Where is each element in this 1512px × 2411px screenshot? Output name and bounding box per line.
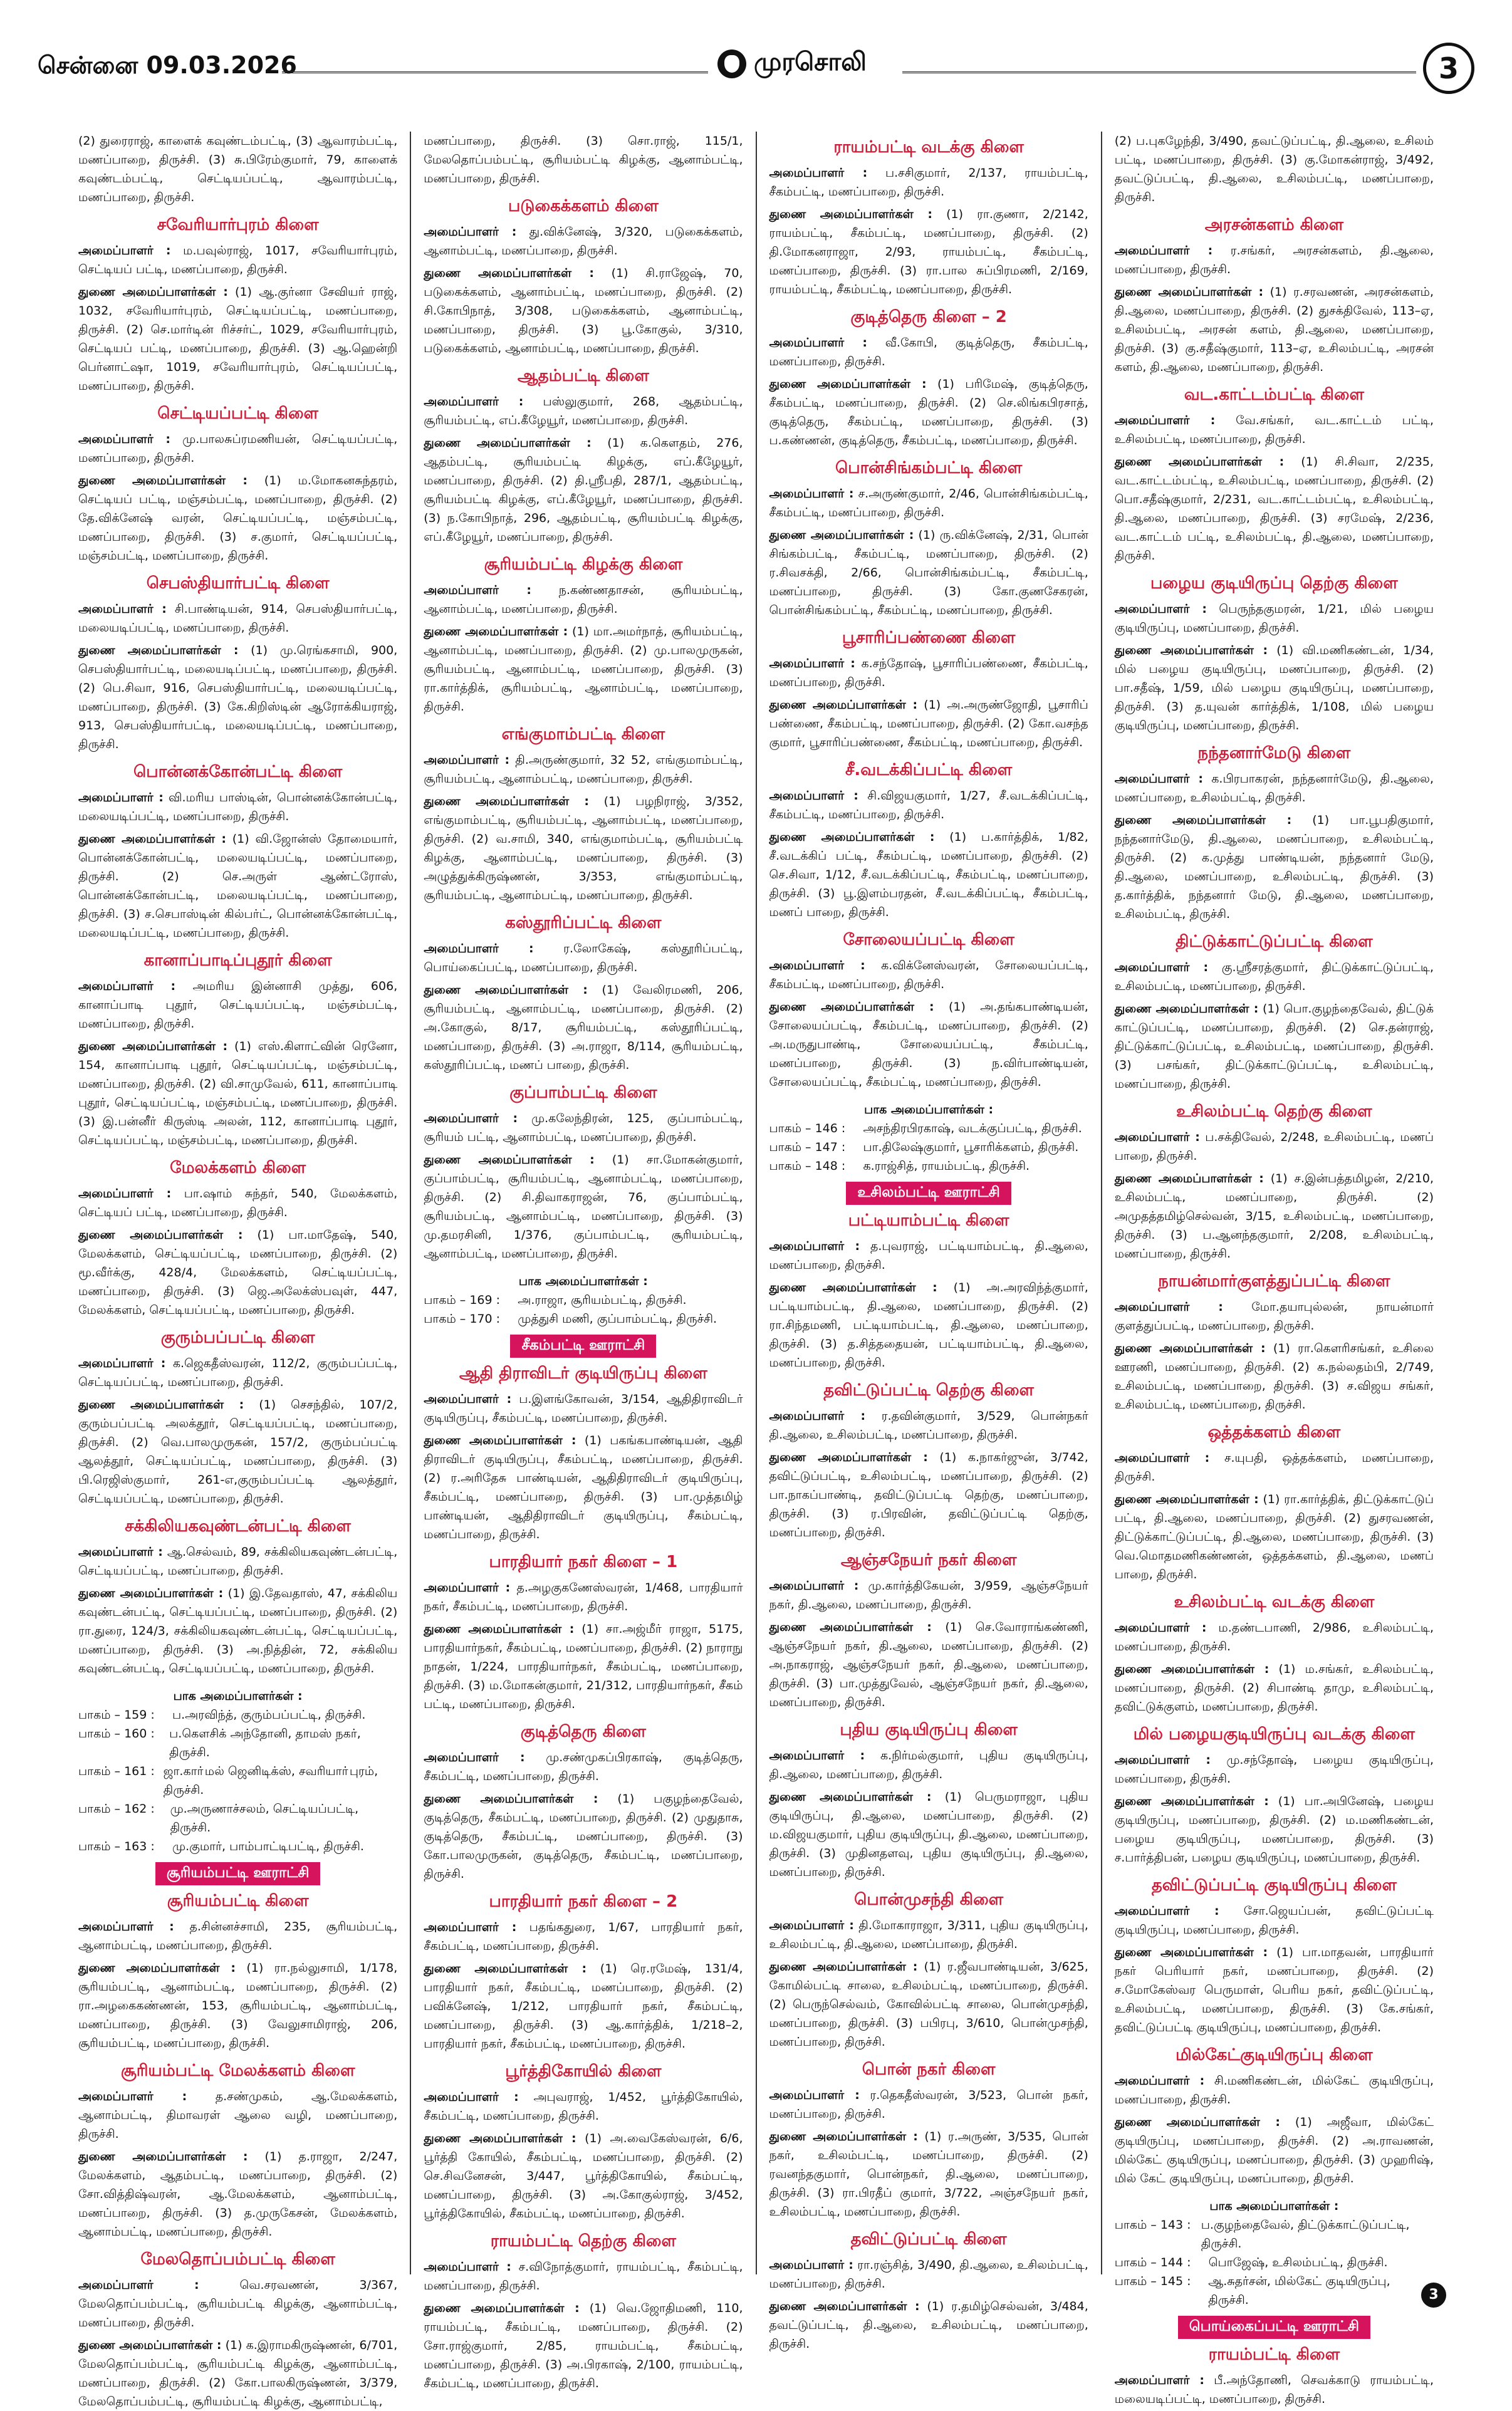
booth-row [424,1310,743,1328]
branch-title: சீ.வடக்கிப்பட்டி கிளை [845,761,1013,779]
branch-paragraph: துணை அமைப்பாளர்கள் : (1) அ.தங்கபாண்டியன், சோலையப்பட்டி, சீகம்பட்டி, மணப்பாறை, திருச்சி. (2) அ.மருதுபாண்டி, சோலையப்பட்டி, சீகம்பட்டி, மணப்பாறை, திருச்சி. (3) ந.விர்பாண்டியன், சோலையப்பட்டி, சீகம்பட்டி, மணப்பாறை, திருச்சி. [769,1000,1088,1089]
branch-title: ராயம்பட்டி கிளை [1208,2345,1340,2364]
branch-title: பொன் நகர் கிளை [862,2060,996,2079]
branch-paragraph: அமைப்பாளர் : பஸ்லுகுமார், 268, ஆதம்பட்டி, சூரியம்பட்டி, எப்.கீழேயூர், மணப்பாறை, திருச்சி. [424,395,743,427]
branch-paragraph: துணை அமைப்பாளர்கள் : (1) ம.மோகனசுந்தரம், செட்டியப் பட்டி, மஞ்சம்பட்டி, மணப்பாறை, திருச்சி. (2) தே.விக்னேஷ் வரன், செட்டியப்பட்டி, மஞ்சம்பட்டி, மணப்பாறை, திருச்சி. (3) ச.குமார், செட்டியப்பட்டி, மஞ்சம்பட்டி, மணப்பாறை, திருச்சி. [78,474,398,563]
branch-paragraph: துணை அமைப்பாளர்கள் : (1) சா.மோகன்குமார், குப்பாம்பட்டி, சூரியம்பட்டி, ஆனாம்பட்டி, மணப்பாறை, திருச்சி. (2) சி.திவாகராஜன், 76, குப்பாம்பட்டி, சூரியம்பட்டி, ஆனாம்பட்டி, மணப்பாறை, திருச்சி. (3) மு.தமரசினி, 1/376, குப்பாம்பட்டி, சூரியம்பட்டி, ஆனாம்பட்டி, மணப்பாறை, திருச்சி. [424,1153,743,1261]
branch-section [78,1328,397,1508]
branch-title: தவிட்டுப்பட்டி குடியிருப்பு கிளை [1151,1876,1397,1895]
booth-number: பாகம் – 163 : [78,1840,155,1853]
branch-paragraph: துணை அமைப்பாளர்கள் : (1) க.இராமகிருஷ்ணன், 6/701, மேலதொப்பம்பட்டி, சூரியம்பட்டி கிழக்கு, ஆனாம்பட்டி, மணப்பாறை, திருச்சி. (2) கோ.பாலகிருஷ்ணன், 3/379, மேலதொப்பம்பட்டி, சூரியம்பட்டி கிழக்கு, ஆனாம்பட்டி, [78,2338,398,2408]
booth-organizer: அ.ராஜா, சூரியம்பட்டி, திருச்சி. [518,1293,687,1307]
branch-title: எங்குமாம்பட்டி கிளை [501,725,665,744]
branch-section [1115,1725,1434,1867]
branch-section [1115,932,1434,1093]
branch-section [1115,216,1434,377]
branch-paragraph: அமைப்பாளர் : ப.இளங்கோவன், 3/154, ஆதிதிராவிடர் குடியிருப்பு, சீகம்பட்டி, மணப்பாறை, திருச்சி. [424,1392,743,1425]
booth-row [78,1762,397,1799]
branch-paragraph: துணை அமைப்பாளர்கள் : (1) மா.அமர்நாத், சூரியம்பட்டி, ஆனாம்பட்டி, மணப்பாறை, திருச்சி. (2) மு.பாலமுருகன், சூரியம்பட்டி, ஆனாம்பட்டி, மணப்பாறை, திருச்சி. (3) ரா.கார்த்திக், சூரியம்பட்டி, ஆனாம்பட்டி, மணப்பாறை, திருச்சி. [424,625,743,714]
branch-paragraph: துணை அமைப்பாளர்கள் : (1) ரெ.ரமேஷ், 131/4, பாரதியார் நகர், சீகம்பட்டி, மணப்பாறை, திருச்சி. (2) பவிக்னேஷ், 1/212, பாரதியார் நகர், சீகம்பட்டி, மணப்பாறை, திருச்சி. (3) ஆ.கார்த்திக், 1/218–2, பாரதியார் நகர், சீகம்பட்டி, மணப்பாறை, திருச்சி. [424,1962,743,2051]
branch-title: நந்தனார்மேடு கிளை [1197,744,1351,763]
booth-organizer: மு.அருணாச்சலம், செட்டியப்பட்டி, திருச்சி. [170,1802,359,1835]
branch-section [769,138,1088,299]
branch-paragraph: அமைப்பாளர் : ச.விநோத்குமார், ராயம்பட்டி, சீகம்பட்டி, மணப்பாறை, திருச்சி. [424,2260,743,2293]
branch-section [769,459,1088,620]
branch-section [424,725,743,905]
booth-row [769,1157,1088,1175]
branch-paragraph: அமைப்பாளர் : வே.சங்கர், வட.காட்டம் பட்டி, உசிலம்பட்டி, மணப்பாறை, திருச்சி. [1114,414,1434,446]
branch-paragraph: அமைப்பாளர் : ம.தண்டபாணி, 2/986, உசிலம்பட்டி, மணப்பாறை, திருச்சி. [1114,1621,1434,1653]
branch-section [1115,1423,1434,1584]
branch-paragraph: துணை அமைப்பாளர்கள் : (1) பா.மாதவன், பாரதியார் நகர் பெரியார் நகர், மணப்பாறை, திருச்சி. (2) ச.மோகேஸ்வர பெருமாள், பெரிய நகர், தவிட்டுப்பட்டி, உசிலம்பட்டி, மணப்பாறை, திருச்சி. (3) கே.சங்கர், தவிட்டுப்பட்டி குடியிருப்பு, மணப்பாறை, திருச்சி. [1114,1945,1434,2034]
branch-paragraph: அமைப்பாளர் : த.சின்னச்சாமி, 235, சூரியம்பட்டி, ஆனாம்பட்டி, மணப்பாறை, திருச்சி. [78,1920,398,1952]
branch-paragraph: அமைப்பாளர் : மு.பாலசுப்ரமணியன், செட்டியப்பட்டி, மணப்பாறை, திருச்சி. [78,432,398,465]
branch-paragraph: அமைப்பாளர் : ர.தவின்குமார், 3/529, பொன்நகர் தி.ஆலை, உசிலம்பட்டி, மணப்பாறை, திருச்சி. [769,1409,1088,1442]
branch-title: அரசன்களம் கிளை [1204,216,1344,234]
branch-title: சக்கிலியகவுண்டன்பட்டி கிளை [125,1517,351,1536]
booth-row [769,1119,1088,1138]
branch-paragraph: அமைப்பாளர் : மு.சண்முகப்பிரகாஷ், குடித்தெரு, சீகம்பட்டி, மணப்பாறை, திருச்சி. [424,1751,743,1783]
booth-organizer: ப.கௌசிக் அந்தோனி, தாமஸ் நகர், திருச்சி. [169,1727,361,1759]
branch-paragraph: அமைப்பாளர் : அமரிய இன்னாசி முத்து, 606, கானாப்பாடி புதூர், செட்டியப்பட்டி, மஞ்சம்பட்டி, மணப்பாறை, திருச்சி. [78,979,398,1031]
branch-section [1115,385,1434,565]
panchayat-banner: சூரியம்பட்டி ஊராட்சி [155,1862,321,1885]
branch-section [1115,2345,1434,2408]
booth-number: பாகம் – 159 : [78,1708,155,1722]
branch-title: தவிட்டுப்பட்டி தெற்கு கிளை [823,1381,1035,1400]
branch-section [78,574,397,754]
branch-paragraph: துணை அமைப்பாளர்கள் : (1) அ.அரவிந்த்குமார், பட்டியாம்பட்டி, தி.ஆலை, மணப்பாறை, திருச்சி. (2) ரா.சிந்தமணி, பட்டியாம்பட்டி, தி.ஆலை, மணப்பாறை, திருச்சி. (3) த.சித்ததையன், பட்டியாம்பட்டி, தி.ஆலை, மணப்பாறை, திருச்சி. [769,1281,1088,1370]
branch-paragraph: துணை அமைப்பாளர்கள் : (1) ம.சங்கர், உசிலம்பட்டி, மணப்பாறை, திருச்சி. (2) சிபாண்டி தாமு, உசிலம்பட்டி, தவிட்டுக்குளம், மணப்பாறை, திருச்சி. [1114,1662,1434,1714]
branch-paragraph: துணை அமைப்பாளர்கள் : (1) அ.அருண்ஜோதி, பூசாரிப் பண்ணை, சீகம்பட்டி, மணப்பாறை, திருச்சி. (2) கோ.வசந்த குமார், பூசாரிப்பண்ணை, சீகம்பட்டி, மணப்பாறை, திருச்சி. [769,698,1088,749]
booth-list-heading: பாக அமைப்பாளர்கள் : [1209,2199,1339,2213]
branch-title: குடித்தெரு கிளை – 2 [850,308,1007,326]
branch-section [78,2061,397,2241]
paper-title: முரசொலி [754,48,867,76]
booth-organizer: பா.திலேஷ்குமார், பூசாரிக்களம், திருச்சி. [863,1140,1079,1154]
branch-title: ஒத்தக்களம் கிளை [1207,1423,1341,1442]
branch-title: குப்பாம்பட்டி கிளை [509,1083,657,1102]
branch-section [1115,132,1434,207]
paper-name [717,48,867,80]
branch-title: வட.காட்டம்பட்டி கிளை [1184,385,1364,404]
branch-paragraph: துணை அமைப்பாளர்கள் : (1) வி.ஜோன்ஸ் தோமையார், பொன்னக்கோன்பட்டி, மலையடிப்பட்டி, மணப்பாறை, திருச்சி. (2) செ.அருள் ஆண்ட்ரோஸ், பொன்னக்கோன்பட்டி, மலையடிப்பட்டி, மணப்பாறை, திருச்சி. (3) ச.செபாஸ்டின் கில்பர்ட், பொன்னக்கோன்பட்டி, மலையடிப்பட்டி, மணப்பாறை, திருச்சி. [78,832,398,940]
branch-paragraph: துணை அமைப்பாளர்கள் : (1) ப.கார்த்திக், 1/82, சீ.வடக்கிப் பட்டி, சீகம்பட்டி, மணப்பாறை, திருச்சி. (2) செ.சிவா, 1/12, சீ.வடக்கிப்பட்டி, சீகம்பட்டி, மணப்பாறை, திருச்சி. (3) பூ.இளம்பரதன், சீ.வடக்கிப்பட்டி, சீகம்பட்டி, மணப் பாறை, திருச்சி. [769,830,1088,919]
branch-paragraph: துணை அமைப்பாளர்கள் : (1) சி.சிவா, 2/235, வட.காட்டம்பட்டி, உசிலம்பட்டி, மணப்பாறை, திருச்சி. (2) பொ.சதீஷ்குமார், 2/231, வட.காட்டம்பட்டி, உசிலம்பட்டி, தி.ஆலை, மணப்பாறை, திருச்சி. (3) சரமேஷ், 2/236, வட.காட்டம் பட்டி, உசிலம்பட்டி, தி.ஆலை, மணப்பாறை, திருச்சி. [1114,455,1434,563]
branch-title: குடித்தெரு கிளை [520,1722,647,1741]
branch-title: செட்டியப்பட்டி கிளை [157,404,319,423]
branch-paragraph: துணை அமைப்பாளர்கள் : (1) பா.மாதேஷ், 540, மேலக்களம், செட்டியப்பட்டி, மணப்பாறை, திருச்சி. (2) மூ.வீர்க்கு, 428/4, மேலக்களம், செட்டியப்பட்டி, மணப்பாறை, திருச்சி. (3) ஜெ.அலேக்ஸ்பவுள், 447, மேலக்களம், செட்டியப்பட்டி, மணப்பாறை, திருச்சி. [78,1228,398,1317]
branch-paragraph: அமைப்பாளர் : பீ.அந்தோணி, செவக்காடு ராயம்பட்டி, மலையடிப்பட்டி, மணப்பாறை, திருச்சி. [1114,2373,1434,2406]
booth-row [1115,2253,1434,2272]
branch-paragraph: துணை அமைப்பாளர்கள் : (1) இ.தேவதாஸ், 47, சக்கிலிய கவுண்டன்பட்டி, செட்டியப்பட்டி, மணப்பாறை, திருச்சி. (2) ரா.துரை, 124/3, சக்கிலியகவுண்டன்பட்டி, செட்டியப்பட்டி, மணப்பாறை, திருச்சி. (3) அ.நித்தின், 72, சக்கிலிய கவுண்டன்பட்டி, செட்டியப்பட்டி, மணப்பாறை, திருச்சி. [78,1586,398,1675]
branch-paragraph: துணை அமைப்பாளர்கள் : (1) பா.பூபதிகுமார், நந்தனார்மேடு, தி.ஆலை, மணப்பாறை, உசிலம்பட்டி, திருச்சி. (2) க.முத்து பாண்டியன், நந்தனார் மேடு, தி.ஆலை, மணப்பாறை, உசிலம்பட்டி, திருச்சி. (3) த.கார்த்திக், நந்தனார் மேடு, தி.ஆலை, மணப்பாறை, உசிலம்பட்டி, திருச்சி. [1114,813,1434,921]
booth-organizer: முத்துசி மணி, குப்பாம்பட்டி, திருச்சி. [518,1312,717,1326]
booth-number: பாகம் – 161 : [78,1764,155,1778]
booth-organizer: க.ராஜ்சித், ராயம்பட்டி, திருச்சி. [863,1159,1030,1173]
branch-section [78,951,397,1150]
booth-row [769,1138,1088,1157]
booth-list-heading: பாக அமைப்பாளர்கள் : [518,1274,648,1288]
branch-title: பாரதியார் நகர் கிளை – 2 [489,1892,678,1911]
branch-section [78,1892,397,2053]
column-3 [757,132,1102,2351]
branch-title: சூரியம்பட்டி கிழக்கு கிளை [484,555,683,574]
branch-section [424,1892,743,2053]
branch-paragraph: அமைப்பாளர் : பா.ஷாம் சுந்தர், 540, மேலக்களம், செட்டியப் பட்டி, மணப்பாறை, திருச்சி. [78,1187,398,1219]
booth-organizer: அசந்திரபிரகாஷ், வடக்குப்பட்டி, திருச்சி. [863,1122,1082,1135]
branch-section [78,216,397,395]
branch-paragraph: துணை அமைப்பாளர்கள் : (1) ர.அருண், 3/535, பொன் நகர், உசிலம்பட்டி, மணப்பாறை, திருச்சி. (2) ரவனந்தகுமார், பொன்நகர், தி.ஆலை, மணப்பாறை, திருச்சி. (3) ரா.பிரதீப் குமார், 3/722, அஞ்சநேயர் நகர், உசிலம்பட்டி, மணப்பாறை, திருச்சி. [769,2130,1088,2219]
branch-paragraph: துணை அமைப்பாளர்கள் : (1) செ.வோராங்கண்ணி, ஆஞ்சநேயர் நகர், தி.ஆலை, மணப்பாறை, திருச்சி. (2) அ.நாகராஜ், ஆஞ்சநேயர் நகர், தி.ஆலை, மணப்பாறை, திருச்சி. (3) பா.முத்துவேல், ஆஞ்சநேயர் நகர், தி.ஆலை, மணப்பாறை, திருச்சி. [769,1620,1088,1709]
branch-paragraph: துணை அமைப்பாளர்கள் : (1) க.நாகர்ஜுன், 3/742, தவிட்டுப்பட்டி, உசிலம்பட்டி, மணப்பாறை, திருச்சி. (2) பா.நாகப்பாண்டி, தவிட்டுப்பட்டி தெற்கு, மணப்பாறை, திருச்சி. (3) ர.பிரவின், தவிட்டுப்பட்டி தெற்கு, மணப்பாறை, திருச்சி. [769,1450,1088,1539]
branch-title: ஆதம்பட்டி கிளை [517,367,649,385]
branch-title: சூரியம்பட்டி மேலக்களம் கிளை [120,2061,355,2080]
booth-organizer: ப.குழந்தைவேல், திட்டுக்காட்டுப்பட்டி, திருச்சி. [1201,2218,1410,2251]
branch-paragraph: அமைப்பாளர் : மோ.தயாபுல்லன், நாயன்மார் குளத்துப்பட்டி, மணப்பாறை, திருச்சி. [1114,1300,1434,1333]
branch-paragraph: அமைப்பாளர் : து.விக்னேஷ், 3/320, படுகைக்களம், ஆனாம்பட்டி, மணப்பாறை, திருச்சி. [424,225,743,258]
branch-paragraph: அமைப்பாளர் : ப.சசிகுமார், 2/137, ராயம்பட்டி, சீகம்பட்டி, மணப்பாறை, திருச்சி. [769,166,1088,199]
branch-title: பழைய குடியிருப்பு தெற்கு கிளை [1150,574,1398,593]
branch-section [424,367,743,546]
branch-title: மேலக்களம் கிளை [170,1159,306,1177]
branch-paragraph: அமைப்பாளர் : ரா.ரஞ்சித், 3/490, தி.ஆலை, உசிலம்பட்டி, மணப்பாறை, திருச்சி. [769,2258,1088,2291]
branch-paragraph: மணப்பாறை, திருச்சி. (3) சொ.ராஜ், 115/1, மேலதொப்பம்பட்டி, சூரியம்பட்டி கிழக்கு, ஆனாம்பட்டி, மணப்பாறை, திருச்சி. [424,134,743,185]
branch-paragraph: துணை அமைப்பாளர்கள் : (1) பெருமராஜா, புதிய குடியிருப்பு, தி.ஆலை, மணப்பாறை, திருச்சி. (2) ம.விஜயகுமார், புதிய குடியிருப்பு, தி.ஆலை, மணப்பாறை, திருச்சி. (3) முதினதளவு, புதிய குடியிருப்பு, தி.ஆலை, மணப்பாறை, திருச்சி. [769,1790,1088,1879]
branch-section [769,2230,1088,2353]
column-1 [66,132,411,2408]
booth-organizers-list [424,1272,743,1328]
column-4 [1102,132,1446,2406]
panchayat-banner: உசிலம்பட்டி ஊராட்சி [846,1182,1011,1205]
branch-section [769,1381,1088,1542]
branch-title: செபஸ்தியார்பட்டி கிளை [146,574,330,593]
branch-section [424,555,743,716]
panchayat-banner: பொய்கைப்பட்டி ஊராட்சி [1178,2316,1370,2339]
masthead-rule-right [902,71,1416,73]
branch-paragraph: அமைப்பாளர் : க.ஜெகதீஸ்வரன், 112/2, குரும்பப்பட்டி, செட்டியப்பட்டி, மணப்பாறை, திருச்சி. [78,1357,398,1389]
page-number-badge: 3 [1423,43,1474,94]
branch-paragraph: அமைப்பாளர் : தி.அருண்குமார், 32 52, எங்குமாம்பட்டி, சூரியம்பட்டி, ஆனாம்பட்டி, மணப்பாறை, திருச்சி. [424,753,743,786]
booth-row [78,1837,397,1856]
branch-section [1115,744,1434,924]
branch-title: பட்டியாம்பட்டி கிளை [848,1211,1009,1230]
booth-number: பாகம் – 143 : [1114,2218,1191,2232]
booth-number: பாகம் – 162 : [78,1802,155,1816]
branch-paragraph: துணை அமைப்பாளர்கள் : (1) வெ.ஜோதிமணி, 110, ராயம்பட்டி, சீகம்பட்டி, மணப்பாறை, திருச்சி. (2) சோ.ராஜ்குமார், 2/85, ராயம்பட்டி, சீகம்பட்டி, மணப்பாறை, திருச்சி. (3) அ.பிரகாஷ், 2/100, ராயம்பட்டி, சீகம்பட்டி, மணப்பாறை, திருச்சி. [424,2301,743,2390]
branch-paragraph: அமைப்பாளர் : ம.பவுல்ராஜ், 1017, சவேரியார்புரம், செட்டியப் பட்டி, மணப்பாறை, திருச்சி. [78,244,398,276]
branch-section [424,1722,743,1883]
branch-title: ஆஞ்சநேயர் நகர் கிளை [840,1551,1017,1570]
branch-paragraph: அமைப்பாளர் : சி.பாண்டியன், 914, செபஸ்தியார்பட்டி, மலையடிப்பட்டி, மணப்பாறை, திருச்சி. [78,602,398,635]
branch-paragraph: துணை அமைப்பாளர்கள் : (1) பகங்கபாண்டியன், ஆதி திராவிடர் குடியிருப்பு, சீகம்பட்டி, மணப்பாறை, திருச்சி. (2) ர.அரிதேசு பாண்டியன், ஆதிதிராவிடர் குடியிருப்பு, சீகம்பட்டி, மணப்பாறை, திருச்சி. (3) பா.முத்தமிழ் பாண்டியன், ஆதிதிராவிடர் குடியிருப்பு, சீகம்பட்டி, மணப்பாறை, திருச்சி. [424,1434,743,1541]
branch-paragraph: துணை அமைப்பாளர்கள் : (1) செசந்தில், 107/2, குரும்பப்பட்டி அலக்தூர், செட்டியப்பட்டி, மணப்பாறை, திருச்சி. (2) வெ.பாலமுருகன், 157/2, குரும்பப்பட்டி ஆலத்தூர், செட்டியப்பட்டி, மணப்பாறை, திருச்சி. (3) பி.ரெஜிஸ்குமார், 261-எ,குரும்பப்பட்டி ஆலத்தூர், செட்டியப்பட்டி, மணப்பாறை, திருச்சி. [78,1398,398,1506]
branch-paragraph: அமைப்பாளர் : சி.விஜயகுமார், 1/27, சீ.வடக்கிப்பட்டி, சீகம்பட்டி, மணப்பாறை, திருச்சி. [769,789,1088,821]
branch-paragraph: துணை அமைப்பாளர்கள் : (1) ரா.குணா, 2/2142, ராயம்பட்டி, சீகம்பட்டி, மணப்பாறை, திருச்சி. (2) தி.மோகனராஜா, 2/93, ராயம்பட்டி, சீகம்பட்டி, மணப்பாறை, திருச்சி. (3) ரா.பால சுப்பிரமணி, 2/169, ராயம்பட்டி, சீகம்பட்டி, மணப்பாறை, திருச்சி. [769,207,1088,296]
branch-title: தவிட்டுப்பட்டி கிளை [850,2230,1007,2249]
booth-number: பாகம் – 170 : [424,1312,501,1326]
branch-section [1115,1593,1434,1716]
branch-paragraph: அமைப்பாளர் : க.சந்தோஷ், பூசாரிப்பண்ணை, சீகம்பட்டி, மணப்பாறை, திருச்சி. [769,657,1088,689]
branch-paragraph: அமைப்பாளர் : வீ.கோபி, குடித்தெரு, சீகம்பட்டி, மணப்பாறை, திருச்சி. [769,336,1088,368]
branch-section [78,404,397,565]
branch-paragraph: துணை அமைப்பாளர்கள் : (1) ர.சரவணன், அரசன்களம், தி.ஆலை, மணப்பாறை, திருச்சி. (2) துசக்திவேல், 113–ஏ, உசிலம்பட்டி, அரசன் களம், தி.ஆலை, மணப்பாறை, திருச்சி. (3) கு.சதீஷ்குமார், 113–ஏ, உசிலம்பட்டி, அரசன் களம், தி.ஆலை, மணப்பாறை, திருச்சி. [1114,285,1434,374]
branch-section [1115,1272,1434,1414]
branch-title: சவேரியார்புரம் கிளை [157,216,319,234]
branch-paragraph: துணை அமைப்பாளர்கள் : (1) ரா.கௌரிசங்கர், உசிலை ஊரணி, மணப்பாறை, திருச்சி. (2) க.நல்லதம்பி, 2/749, உசிலம்பட்டி, மணப்பாறை, திருச்சி. (3) ச.விஜய சங்கர், உசிலம்பட்டி, மணப்பாறை, திருச்சி. [1114,1341,1434,1412]
branch-title: கானாப்பாடிப்புதூர் கிளை [143,951,332,970]
branch-section [769,761,1088,922]
branch-title: கஸ்தூரிப்பட்டி கிளை [505,914,662,932]
branch-section [1115,574,1434,735]
branch-paragraph: அமைப்பாளர் : த.புவராஜ், பட்டியாம்பட்டி, தி.ஆலை, மணப்பாறை, திருச்சி. [769,1239,1088,1272]
branch-title: திட்டுக்காட்டுப்பட்டி கிளை [1176,932,1373,951]
booth-organizer: பொஜேஷ், உசிலம்பட்டி, திருச்சி. [1208,2256,1388,2269]
booth-row [1115,2216,1434,2253]
branch-section [424,1083,743,1263]
branch-section [769,1211,1088,1372]
branch-section [424,1364,743,1544]
booth-number: பாகம் – 145 : [1114,2274,1191,2288]
branch-section [1115,1102,1434,1263]
branch-section [424,197,743,358]
masthead-rule-left [282,71,708,73]
booth-number: பாகம் – 146 : [769,1122,846,1135]
booth-number: பாகம் – 147 : [769,1140,846,1154]
branch-paragraph: துணை அமைப்பாளர்கள் : (1) ரா.நல்லுசாமி, 1/178, சூரியம்பட்டி, ஆனாம்பட்டி, மணப்பாறை, திருச்சி. (2) ரா.அழகைகண்ணன், 153, சூரியம்பட்டி, ஆனாம்பட்டி, மணப்பாறை, திருச்சி. (3) வேலுசாமிராஜ், 206, சூரியம்பட்டி, மணப்பாறை, திருச்சி. [78,1961,398,2050]
booth-number: பாகம் – 169 : [424,1293,501,1307]
branch-title: மில் பழையகுடியிருப்பு வடக்கு கிளை [1133,1725,1415,1744]
branch-paragraph: துணை அமைப்பாளர்கள் : (1) ரா.கார்த்திக், திட்டுக்காட்டுப் பட்டி, தி.ஆலை, மணப்பாறை, திருச்சி. (2) துசரவணன், திட்டுக்காட்டுப்பட்டி, தி.ஆலை, மணப்பாறை, திருச்சி. (3) வெ.மொதமணிகண்ணன், ஒத்தக்களம், தி.ஆலை, மணப் பாறை, திருச்சி. [1114,1492,1434,1581]
branch-section [769,2060,1088,2221]
branch-section [1115,1876,1434,2037]
branch-paragraph: அமைப்பாளர் : ந.கண்ணதாசன், சூரியம்பட்டி, ஆனாம்பட்டி, மணப்பாறை, திருச்சி. [424,583,743,616]
branch-title: மில்கேட்குடியிருப்பு கிளை [1176,2046,1373,2065]
masthead [38,43,1474,99]
branch-paragraph: துணை அமைப்பாளர்கள் : (1) அ.வைகேஸ்வரன், 6/6, பூர்த்தி கோயில், சீகம்பட்டி, மணப்பாறை, திருச்சி. (2) செ.சிவனேசன், 3/447, பூர்த்திகோயில், சீகம்பட்டி, மணப்பாறை, திருச்சி. (3) அ.கோகுல்ராஜ், 3/452, பூர்த்திகோயில், சீகம்பட்டி, மணப்பாறை, திருச்சி. [424,2132,743,2221]
booth-organizer: மு.குமார், பாம்பாட்டிபட்டி, திருச்சி. [172,1840,364,1853]
branch-section [769,930,1088,1091]
booth-number: பாகம் – 148 : [769,1159,846,1173]
branch-title: சூரியம்பட்டி கிளை [167,1892,309,1910]
panchayat-banner: சீகம்பட்டி ஊராட்சி [510,1335,656,1358]
branch-title: பாரதியார் நகர் கிளை – 1 [489,1553,678,1571]
branch-section [78,1517,397,1678]
branch-section [769,1721,1088,1882]
branch-title: பூசாரிப்பண்ணை கிளை [842,628,1016,647]
branch-title: உசிலம்பட்டி தெற்கு கிளை [1176,1102,1372,1121]
booth-organizers-list [1115,2197,1434,2309]
branch-paragraph: துணை அமைப்பாளர்கள் : (1) வேலிரமணி, 206, சூரியம்பட்டி, ஆனாம்பட்டி, மணப்பாறை, திருச்சி. (2) அ.கோகுல், 8/17, சூரியம்பட்டி, கஸ்தூரிப்பட்டி, மணப்பாறை, திருச்சி. (3) அ.ராஜா, 8/114, சூரியம்பட்டி, கஸ்தூரிப்பட்டி, மணப் பாறை, திருச்சி. [424,983,743,1072]
branch-paragraph: அமைப்பாளர் : அபுவராஜ், 1/452, பூர்த்திகோயில், சீகம்பட்டி, மணப்பாறை, திருச்சி. [424,2090,743,2123]
booth-number: பாகம் – 144 : [1114,2256,1191,2269]
branch-title: பூர்த்திகோயில் கிளை [505,2062,662,2081]
branch-paragraph: அமைப்பாளர் : ர.லோகேஷ், கஸ்தூரிப்பட்டி, பொய்கைப்பட்டி, மணப்பாறை, திருச்சி. [424,942,743,974]
branch-title: பொன்னக்கோன்பட்டி கிளை [133,763,343,781]
booth-list-heading: பாக அமைப்பாளர்கள் : [864,1103,994,1117]
branch-paragraph: (2) ப.புகழேந்தி, 3/490, தவட்டுப்பட்டி, தி.ஆலை, உசிலம் பட்டி, மணப்பாறை, திருச்சி. (3) கு.மோகன்ராஜ், 3/492, தவட்டுப்பட்டி, தி.ஆலை, உசிலம்பட்டி, மணப்பாறை, திருச்சி. [1114,134,1434,204]
branch-paragraph: துணை அமைப்பாளர்கள் : (1) பழநிராஜ், 3/352, எங்குமாம்பட்டி, சூரியம்பட்டி, ஆனாம்பட்டி, மணப்பாறை, திருச்சி. (2) வ.சாமி, 340, எங்குமாம்பட்டி, சூரியம்பட்டி கிழக்கு, ஆனாம்பட்டி, மணப்பாறை, திருச்சி. (3) அழுத்துக்கிருஷ்ணன், 3/353, எங்குமாம்பட்டி, சூரியம்பட்டி, ஆனாம்பட்டி, மணப்பாறை, திருச்சி. [424,794,743,902]
booth-organizer: ப.அரவிந்த், குரும்பப்பட்டி, திருச்சி. [172,1708,366,1722]
booth-number: பாகம் – 160 : [78,1727,155,1741]
branch-section [424,2232,743,2393]
branch-paragraph: அமைப்பாளர் : கு.ஸ்ரீசரத்குமார், திட்டுக்காட்டுப்பட்டி, உசிலம்பட்டி, மணப்பாறை, திருச்சி. [1114,961,1434,993]
booth-organizers-list [769,1100,1088,1175]
branch-section [424,1553,743,1714]
branch-paragraph: துணை அமைப்பாளர்கள் : (1) சி.ராஜேஷ், 70, படுகைக்களம், ஆனாம்பட்டி, மணப்பாறை, திருச்சி. (2) சி.கோபிநாத், 3/308, படுகைக்களம், ஆனாம்பட்டி, மணப்பாறை, திருச்சி. (3) பூ.கோகுல், 3/310, படுகைக்களம், ஆனாம்பட்டி, மணப்பாறை, திருச்சி. [424,266,743,355]
branch-title: சோலையப்பட்டி கிளை [843,930,1014,949]
branch-section [424,132,743,188]
booth-row [78,1724,397,1762]
branch-paragraph: துணை அமைப்பாளர்கள் : (1) பா.அபினேஷ், பழைய குடியிருப்பு, மணப்பாறை, திருச்சி. (2) ம.மணிகண்டன், பழைய குடியிருப்பு, மணப்பாறை, திருச்சி. (3) ச.பார்த்திபன், பழைய குடியிருப்பு, மணப்பாறை, திருச்சி. [1114,1794,1434,1865]
branch-section [424,2062,743,2223]
branch-section [769,628,1088,752]
branch-paragraph: அமைப்பாளர் : வி.மரிய பாஸ்டின், பொன்னக்கோன்பட்டி, மலையடிப்பட்டி, மணப்பாறை, திருச்சி. [78,791,398,823]
branch-title: பொன்சிங்கம்பட்டி கிளை [835,459,1023,477]
branch-paragraph: அமைப்பாளர் : ஆ.செல்வம், 89, சக்கிலியகவுண்டன்பட்டி, செட்டியப்பட்டி, மணப்பாறை, திருச்சி. [78,1545,398,1578]
branch-paragraph: அமைப்பாளர் : க.நிர்மல்குமார், புதிய குடியிருப்பு, தி.ஆலை, மணப்பாறை, திருச்சி. [769,1749,1088,1781]
booth-list-heading: பாக அமைப்பாளர்கள் : [173,1689,303,1703]
branch-paragraph: துணை அமைப்பாளர்கள் : (1) பரிமேஷ், குடித்தெரு, சீகம்பட்டி, மணப்பாறை, திருச்சி. (2) செ.லிங்கபிரசாத், குடித்தெரு, சீகம்பட்டி, மணப்பாறை, திருச்சி. (3) ப.கண்ணன், குடித்தெரு, சீகம்பட்டி, மணப்பாறை, திருச்சி. [769,377,1088,447]
column-2 [411,132,756,2390]
branch-title: நாயன்மார்குளத்துப்பட்டி கிளை [1158,1272,1390,1291]
branch-paragraph: துணை அமைப்பாளர்கள் : (1) பகுழந்தைவேல், குடித்தெரு, சீகம்பட்டி, மணப்பாறை, திருச்சி. (2) முதுதாசு, குடித்தெரு, சீகம்பட்டி, மணப்பாறை, திருச்சி. (3) கோ.பாலமுருகன், குடித்தெரு, சீகம்பட்டி, மணப்பாறை, திருச்சி. [424,1792,743,1881]
branch-section [1115,2046,1434,2188]
branch-title: படுகைக்களம் கிளை [508,197,659,216]
branch-paragraph: துணை அமைப்பாளர்கள் : (1) ச.இன்பத்தமிழன், 2/210, உசிலம்பட்டி, மணப்பாறை, திருச்சி. (2) அமுதத்தமிழ்செல்வன், 3/15, உசிலம்பட்டி, மணப்பாறை, திருச்சி. (3) ப.ஆனந்தகுமார், 2/208, உசிலம்பட்டி, மணப்பாறை, திருச்சி. [1114,1172,1434,1261]
branch-paragraph: துணை அமைப்பாளர்கள் : (1) ரு.விக்னேஷ், 2/31, பொன் சிங்கம்பட்டி, சீகம்பட்டி, மணப்பாறை, திருச்சி. (2) ர.சிவசக்தி, 2/66, பொன்சிங்கம்பட்டி, சீகம்பட்டி, மணப்பாறை, திருச்சி. (3) கோ.குணசேகரன், பொன்சிங்கம்பட்டி, சீகம்பட்டி, மணப்பாறை, திருச்சி. [769,528,1088,617]
branch-paragraph: துணை அமைப்பாளர்கள் : (1) வி.மணிகண்டன், 1/34, மில் பழைய குடியிருப்பு, மணப்பாறை, திருச்சி. (2) பா.சதீஷ், 1/59, மில் பழைய குடியிருப்பு, மணப்பாறை, திருச்சி. (3) த.யுவன் கார்த்திக், 1/108, மில் பழைய குடியிருப்பு, மணப்பாறை, திருச்சி. [1114,643,1434,732]
branch-section [769,1551,1088,1712]
branch-title: ராயம்பட்டி வடக்கு கிளை [833,138,1024,157]
branch-title: மேலதொப்பம்பட்டி கிளை [140,2250,335,2269]
branch-paragraph: அமைப்பாளர் : ர.தெகதீஸ்வரன், 3/523, பொன் நகர், மணப்பாறை, திருச்சி. [769,2088,1088,2121]
branch-paragraph: துணை அமைப்பாளர்கள் : (1) எஸ்.கிளாட்வின் ரெனோ, 154, கானாப்பாடி புதூர், செட்டியப்பட்டி, மஞ்சம்பட்டி, மணப்பாறை, திருச்சி. (2) வி.சாமுவேல், 611, கானாப்பாடி புதூர், செட்டியப்பட்டி, மஞ்சம்பட்டி, மணப்பாறை, திருச்சி. (3) இ.பன்னீர் கிருஸ்டி அலன், 112, கானாப்பாடி புதூர், செட்டியப்பட்டி, மஞ்சம்பட்டி, மணப்பாறை, திருச்சி. [78,1039,398,1147]
booth-organizer: ஜா.காா்மல் ஜெனிடிக்ஸ், சவரியாா்புரம், திருச்சி. [163,1764,378,1797]
article-columns [66,132,1446,2408]
branch-paragraph: அமைப்பாளர் : ச.அருண்குமார், 2/46, பொன்சிங்கம்பட்டி, சீகம்பட்டி, மணப்பாறை, திருச்சி. [769,487,1088,519]
footer-page-number: 3 [1421,2283,1446,2308]
booth-row [424,1291,743,1310]
branch-paragraph: துணை அமைப்பாளர்கள் : (1) ர.ஜீவபாண்டியன், 3/625, கோமில்பட்டி சாலை, உசிலம்பட்டி, மணப்பாறை, திருச்சி. (2) பெருந்செல்வம், கோவில்பட்டி சாலை, பொன்முசந்தி, மணப்பாறை, திருச்சி. (3) பபிரபு, 3/610, பொன்முசந்தி, மணப்பாறை, திருச்சி. [769,1960,1088,2049]
booth-row [78,1799,397,1837]
booth-organizers-list [78,1687,397,1856]
branch-section [78,763,397,942]
branch-title: ஆதி திராவிடர் குடியிருப்பு கிளை [459,1364,707,1383]
branch-title: ராயம்பட்டி தெற்கு கிளை [490,2232,676,2251]
branch-paragraph: துணை அமைப்பாளர்கள் : (1) த.ராஜா, 2/247, மேலக்களம், ஆதம்பட்டி, மணப்பாறை, திருச்சி. (2) சோ.வித்திஷ்வரன், ஆ.மேலக்களம், ஆனாம்பட்டி, மணப்பாறை, திருச்சி. (3) த.முருகேசன், மேலக்களம், ஆனாம்பட்டி, மணப்பாறை, திருச்சி. [78,2150,398,2239]
branch-paragraph: அமைப்பாளர் : சி.மணிகண்டன், மில்கேட் குடியிருப்பு, மணப்பாறை, திருச்சி. [1114,2074,1434,2106]
branch-paragraph: அமைப்பாளர் : மு.கலேந்திரன், 125, குப்பாம்பட்டி, சூரியம் பட்டி, ஆனாம்பட்டி, மணப்பாறை, திருச்சி. [424,1112,743,1144]
branch-paragraph: அமைப்பாளர் : வெ.சரவணன், 3/367, மேலதொப்பம்பட்டி, சூரியம்பட்டி கிழக்கு, ஆனாம்பட்டி, மணப்பாறை, திருச்சி. [78,2278,398,2330]
booth-row [1115,2272,1434,2309]
branch-paragraph: அமைப்பாளர் : த.சண்முகம், ஆ.மேலக்களம், ஆனாம்பட்டி, திமாவரள் ஆலை வழி, மணப்பாறை, திருச்சி. [78,2090,398,2141]
branch-section [78,132,397,207]
branch-paragraph: அமைப்பாளர் : ர.சங்கர், அரசன்களம், தி.ஆலை, மணப்பாறை, திருச்சி. [1114,244,1434,276]
booth-organizer: ஆ.சுதர்சன், மில்கேட் குடியிருப்பு, திருச்சி. [1208,2274,1390,2307]
branch-paragraph: துணை அமைப்பாளர்கள் : (1) அஜீவா, மில்கேட் குடியிருப்பு, மணப்பாறை, திருச்சி. (2) அ.ராவணன், மில்கேட் குடியிருப்பு, மணப்பாறை, திருச்சி. (3) முஹரிஷ், மில் கேட் குடியிருப்பு, மணப்பாறை, திருச்சி. [1114,2115,1434,2185]
branch-paragraph: அமைப்பாளர் : தி.மோகாராஜா, 3/311, புதிய குடியிருப்பு, உசிலம்பட்டி, தி.ஆலை, மணப்பாறை, திருச்சி. [769,1919,1088,1951]
branch-title: பொன்முசந்தி கிளை [854,1890,1004,1909]
branch-paragraph: அமைப்பாளர் : மு.சந்தோஷ், பழைய குடியிருப்பு, மணப்பாறை, திருச்சி. [1114,1753,1434,1786]
branch-section [78,1159,397,1320]
murasoli-logo-icon [717,49,746,78]
city-date: சென்னை 09.03.2026 [38,51,297,79]
branch-section [769,308,1088,450]
branch-paragraph: அமைப்பாளர் : பெருந்தகுமரன், 1/21, மில் பழைய குடியிருப்பு, மணப்பாறை, திருச்சி. [1114,602,1434,635]
booth-row [78,1705,397,1724]
branch-paragraph: துணை அமைப்பாளர்கள் : (1) பொ.குழந்தைவேல், திட்டுக் காட்டுப்பட்டி, மணப்பாறை, திருச்சி. (2) செ.தன்ராஜ், திட்டுக்காட்டுப்பட்டி, உசிலம்பட்டி, மணப்பாறை, திருச்சி. (3) பசங்கர், திட்டுக்காட்டுப்பட்டி, உசிலம்பட்டி, மணப்பாறை, திருச்சி. [1114,1002,1434,1091]
branch-paragraph: துணை அமைப்பாளர்கள் : (1) க.கௌதம், 276, ஆதம்பட்டி, சூரியம்பட்டி கிழக்கு, எப்.கீழேயூர், மணப்பாறை, திருச்சி. (2) தி.ஸ்ரீபதி, 287/1, ஆதம்பட்டி, சூரியம்பட்டி கிழக்கு, எப்.கீழேயூர், மணப்பாறை, திருச்சி. (3) ந.கோபிநாத், 296, ஆதம்பட்டி, சூரியம்பட்டி கிழக்கு, எப்.கீழேயூர், மணப்பாறை, திருச்சி. [424,436,743,544]
branch-title: புதிய குடியிருப்பு கிளை [840,1721,1018,1739]
branch-paragraph: அமைப்பாளர் : ச.யுபதி, ஒத்தக்களம், மணப்பாறை, திருச்சி. [1114,1451,1434,1484]
branch-paragraph: அமைப்பாளர் : த.அழகுகணேஸ்வரன், 1/468, பாரதியார் நகர், சீகம்பட்டி, மணப்பாறை, திருச்சி. [424,1581,743,1613]
branch-paragraph: அமைப்பாளர் : சோ.ஜெயப்பன், தவிட்டுப்பட்டி குடியிருப்பு, மணப்பாறை, திருச்சி. [1114,1904,1434,1937]
branch-paragraph: அமைப்பாளர் : பதங்கதுரை, 1/67, பாரதியார் நகர், சீகம்பட்டி, மணப்பாறை, திருச்சி. [424,1920,743,1953]
branch-section [424,914,743,1075]
branch-paragraph: அமைப்பாளர் : ப.சக்திவேல், 2/248, உசிலம்பட்டி, மணப் பாறை, திருச்சி. [1114,1130,1434,1163]
branch-paragraph: அமைப்பாளர் : க.விக்னேஸ்வரன், சோலையப்பட்டி, சீகம்பட்டி, மணப்பாறை, திருச்சி. [769,959,1088,991]
branch-paragraph: (2) துரைராஜ், காளைக் கவுண்டம்பட்டி, (3) ஆவாரம்பட்டி, மணப்பாறை, திருச்சி. (3) சு.பிரேம்குமார், 79, காளைக் கவுண்டம்பட்டி, செட்டியப்பட்டி, ஆவாரம்பட்டி, மணப்பாறை, திருச்சி. [78,134,398,204]
branch-paragraph: துணை அமைப்பாளர்கள் : (1) சா.அஜ்மீர் ராஜா, 5175, பாரதியார்நகர், சீகம்பட்டி, மணப்பாறை, திருச்சி. (2) நாராநு நாதன், 1/224, பாரதியார்நகர், சீகம்பட்டி, மணப்பாறை, திருச்சி. (3) ம.மோகன்குமார், 21/312, பாரதியார்நகர், சீகம் பட்டி, மணப்பாறை, திருச்சி. [424,1622,743,1711]
branch-title: குரும்பப்பட்டி கிளை [160,1328,315,1347]
branch-section [78,2250,397,2411]
branch-title: உசிலம்பட்டி வடக்கு கிளை [1174,1593,1375,1612]
branch-paragraph: அமைப்பாளர் : மு.கார்த்திகேயன், 3/959, ஆஞ்சநேயர் நகர், தி.ஆலை, மணப்பாறை, திருச்சி. [769,1579,1088,1612]
branch-paragraph: துணை அமைப்பாளர்கள் : (1) ஆ.குர்னா சேவியர் ராஜ், 1032, சவேரியார்புரம், செட்டியப்பட்டி, மணப்பாறை, திருச்சி. (2) செ.மார்டின் ரிச்சர்ட், 1029, சவேரியார்புரம், செட்டியப் பட்டி, மணப்பாறை, திருச்சி. (3) ஆ.ஹென்றி பெர்னாட்ஷா, 1019, சவேரியார்புரம், செட்டியப்பட்டி, மணப்பாறை, திருச்சி. [78,285,398,393]
branch-paragraph: துணை அமைப்பாளர்கள் : (1) மு.ரெங்கசாமி, 900, செபஸ்தியார்பட்டி, மலையடிப்பட்டி, மணப்பாறை, திருச்சி. (2) பெ.சிவா, 916, செபஸ்தியார்பட்டி, மலையடிப்பட்டி, மணப்பாறை, திருச்சி. (3) கே.கிறிஸ்டின் ஆரோக்கியராஜ், 913, செபஸ்தியார்பட்டி, மலையடிப்பட்டி, மணப்பாறை, திருச்சி. [78,643,398,751]
branch-paragraph: அமைப்பாளர் : க.பிரபாகரன், நந்தனார்மேடு, தி.ஆலை, மணப்பாறை, உசிலம்பட்டி, திருச்சி. [1114,772,1434,805]
branch-paragraph: துணை அமைப்பாளர்கள் : (1) ர.தமிழ்செல்வன், 3/484, தவட்டுப்பட்டி, தி.ஆலை, உசிலம்பட்டி, மணப்பாறை, திருச்சி. [769,2299,1088,2351]
branch-section [769,1890,1088,2051]
